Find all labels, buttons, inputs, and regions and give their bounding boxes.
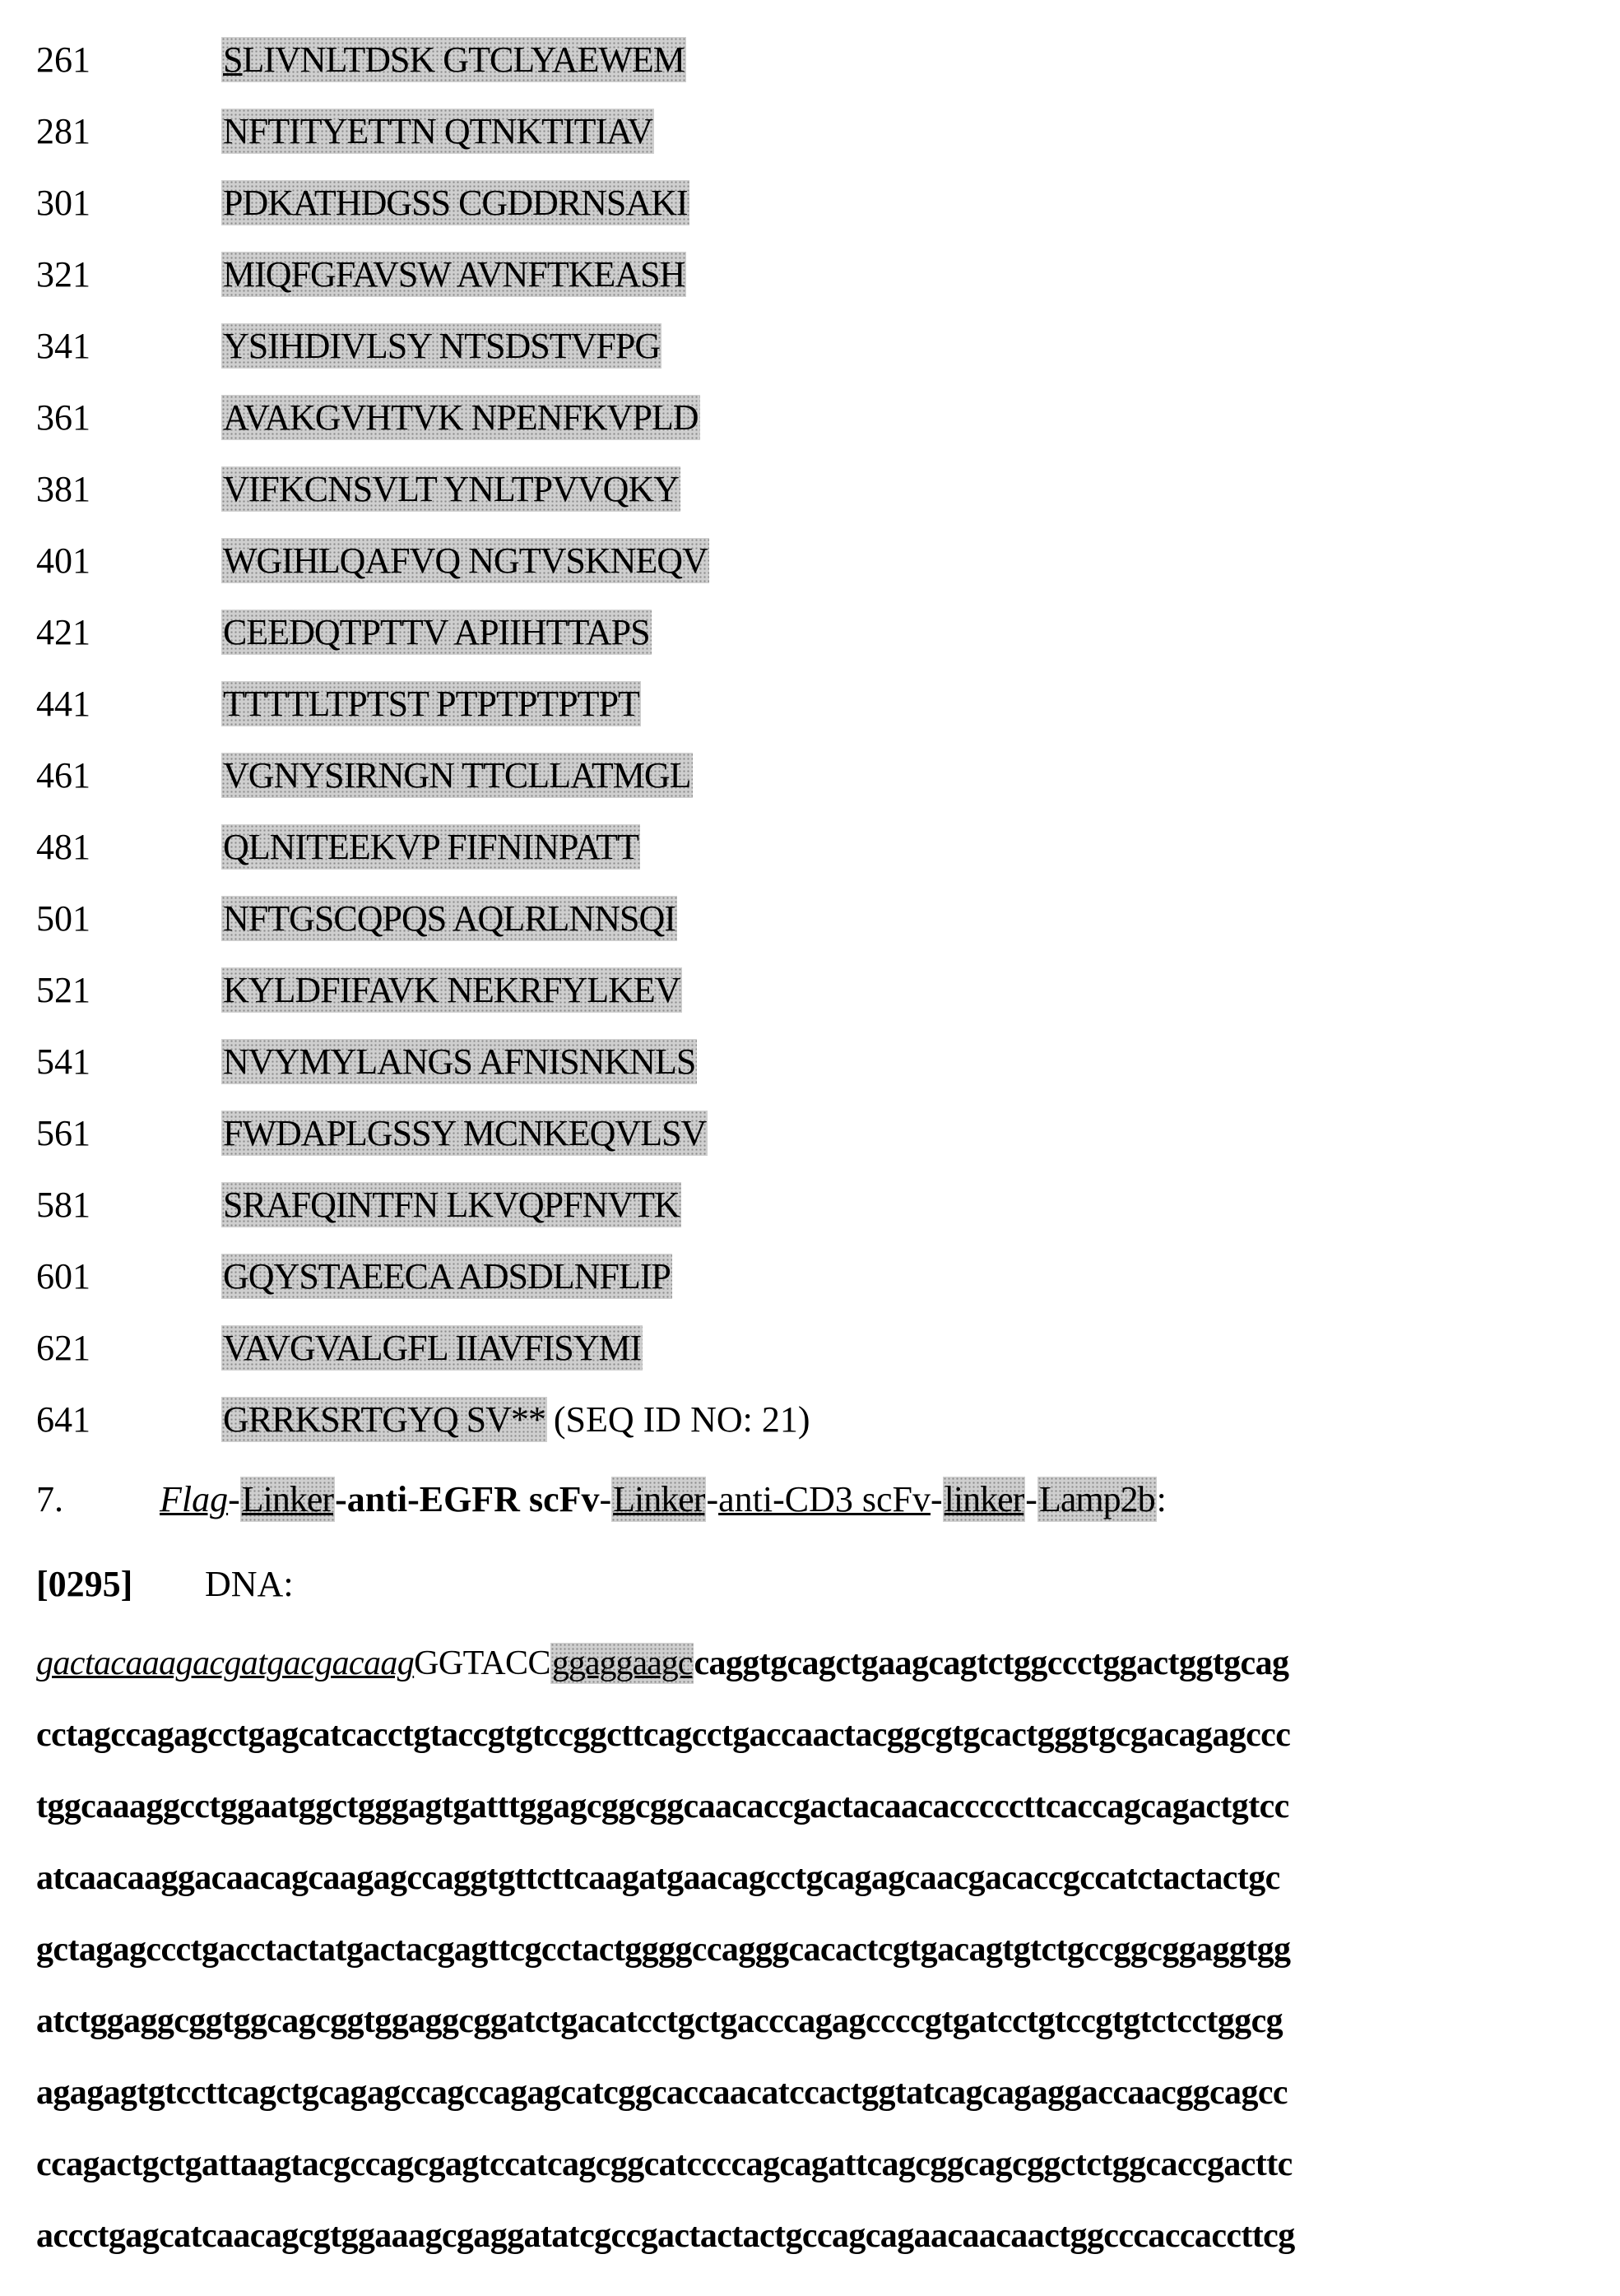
dna-line [36,1644,1288,1683]
item-number: 7. [36,1479,63,1519]
sequence-row [36,178,689,227]
residue-number: 321 [36,253,91,295]
shaded-sequence: MIQFGFAVSW AVNFTKEASH [221,252,686,297]
shaded-sequence: FWDAPLGSSY MCNKEQVLSV [221,1111,708,1156]
residue-number: 421 [36,611,91,652]
sequence-row [36,607,652,656]
shaded-sequence: SRAFQINTFN LKVQPFNVTK [221,1182,681,1227]
flag-dna: gactacaaagacgatgacgacaag [36,1644,415,1682]
shaded-sequence: VIFKCNSVLT YNLTPVVQKY [221,466,680,512]
sequence-row [36,1394,810,1444]
sequence-row [36,1108,708,1157]
sequence-row [36,893,677,943]
residue-number: 481 [36,826,91,867]
kpni-site: GGTACC [414,1644,550,1682]
sequence-row [36,1037,697,1086]
residue-number: 581 [36,1184,91,1225]
sequence-row [36,536,709,585]
residue-number: 461 [36,754,91,795]
flag-label: Flag [160,1479,229,1519]
shaded-sequence: WGIHLQAFVQ NGTVSKNEQV [221,538,709,583]
shaded-sequence: GRRKSRTGYQ SV** [221,1397,547,1442]
sequence-row [36,321,661,370]
shaded-sequence: VGNYSIRNGN TTCLLATMGL [221,753,693,798]
shaded-sequence: YSIHDIVLSY NTSDSTVFPG [221,323,661,369]
sequence-row [36,822,640,871]
shaded-sequence: QLNITEEKVP FIFNINPATT [221,824,640,870]
shaded-sequence: NVYMYLANGS AFNISNKNLS [221,1039,697,1084]
residue-number: 301 [36,182,91,223]
sequence-row [36,464,680,513]
residue-number: 561 [36,1112,91,1153]
seq-id-label: (SEQ ID NO: 21) [553,1398,810,1440]
construct-heading: 7. Flag - Linker - anti-EGFR scFv - Linker - anti-CD3 scFv - linker - Lamp2b : [36,1477,1167,1522]
residue-number: 261 [36,39,91,80]
sequence-row [36,679,641,728]
shaded-sequence: VAVGVALGFL IIAVFISYMI [221,1325,643,1371]
shaded-sequence: NFTITYETTN QTNKTITIAV [221,109,654,154]
residue-number: 381 [36,468,91,509]
sequence-row [36,35,686,84]
dna-line: gctagagccctgacctactatgactacgagttcgcctactggggccagggcacactcgtgacagtgtctgccggcggaggtgg [36,1931,1291,1969]
residue-number: 501 [36,898,91,939]
shaded-sequence: KYLDFIFAVK NEKRFYLKEV [221,967,682,1013]
sequence-row [36,106,654,155]
shaded-sequence: SLIVNLTDSK GTCLYAEWEM [221,37,686,82]
shaded-sequence: AVAKGVHTVK NPENFKVPLD [221,395,700,440]
egfr-dna: caggtgcagctgaagcagtctggccctggactggtgcag [694,1644,1289,1682]
paragraph-label: DNA: [205,1564,294,1604]
sequence-row [36,1251,672,1301]
residue-number: 281 [36,110,91,151]
dna-line: cctagccagagcctgagcatcacctgtaccgtgtccggcttcagcctgaccaactacggcgtgcactgggtgcgacagagccc [36,1716,1291,1754]
linker-label: Linker [240,1477,335,1522]
anti-egfr-label: anti-EGFR scFv [346,1479,600,1519]
residue-number: 601 [36,1255,91,1296]
sequence-row [36,750,693,800]
residue-number: 401 [36,540,91,581]
linker-label: Linker [611,1477,706,1522]
shaded-sequence: CEEDQTPTTV APIIHTTAPS [221,610,652,655]
residue-number: 641 [36,1398,91,1440]
linker-label: linker [943,1477,1026,1522]
residue-number: 621 [36,1327,91,1368]
shaded-sequence: TTTTLTPTST PTPTPTPTPT [221,681,641,726]
residue-number: 521 [36,969,91,1010]
sequence-row [36,965,682,1014]
residue-number: 361 [36,397,91,438]
sequence-row [36,1180,681,1229]
paragraph-number: [0295] [36,1564,133,1604]
dna-line: accctgagcatcaacagcgtggaaagcgaggatatcgccgactactactgccagcagaacaacaactggcccaccaccttcg [36,2217,1295,2255]
lamp2b-label: Lamp2b [1037,1477,1157,1522]
linker-dna: ggaggaagc [551,1644,693,1682]
sequence-row [36,1323,643,1372]
dna-line: tggcaaaggcctggaatggctgggagtgatttggagcggcggcaacaccgactacaacacccccttcaccagcagactgtcc [36,1788,1289,1825]
dna-line: agagagtgtccttcagctgcagagccagccagagcatcggcaccaacatccactggtatcagcagaggaccaacggcagcc [36,2074,1288,2112]
residue-number: 341 [36,325,91,366]
dna-line: atctggaggcggtggcagcggtggaggcggatctgacatcctgctgacccagagccccgtgatcctgtccgtgtctcctggcg [36,2002,1283,2040]
dna-line: atcaacaaggacaacagcaagagccaggtgttcttcaagatgaacagcctgcagagcaacgacaccgccatctactactgc [36,1859,1280,1897]
shaded-sequence: NFTGSCQPQS AQLRLNNSQI [221,896,677,941]
underlined-residue: S [223,39,243,80]
paragraph-header [36,1563,294,1605]
shaded-sequence: PDKATHDGSS CGDDRNSAKI [221,180,689,225]
shaded-sequence: GQYSTAEECA ADSDLNFLIP [221,1254,672,1299]
anti-cd3-label: anti-CD3 scFv [718,1479,931,1519]
residue-number: 441 [36,683,91,724]
residue-number: 541 [36,1041,91,1082]
sequence-row [36,249,686,299]
sequence-row [36,392,700,442]
dna-line: ccagactgctgattaagtacgccagcgagtccatcagcggcatccccagcagattcagcggcagcggctctggcaccgacttc [36,2145,1293,2183]
